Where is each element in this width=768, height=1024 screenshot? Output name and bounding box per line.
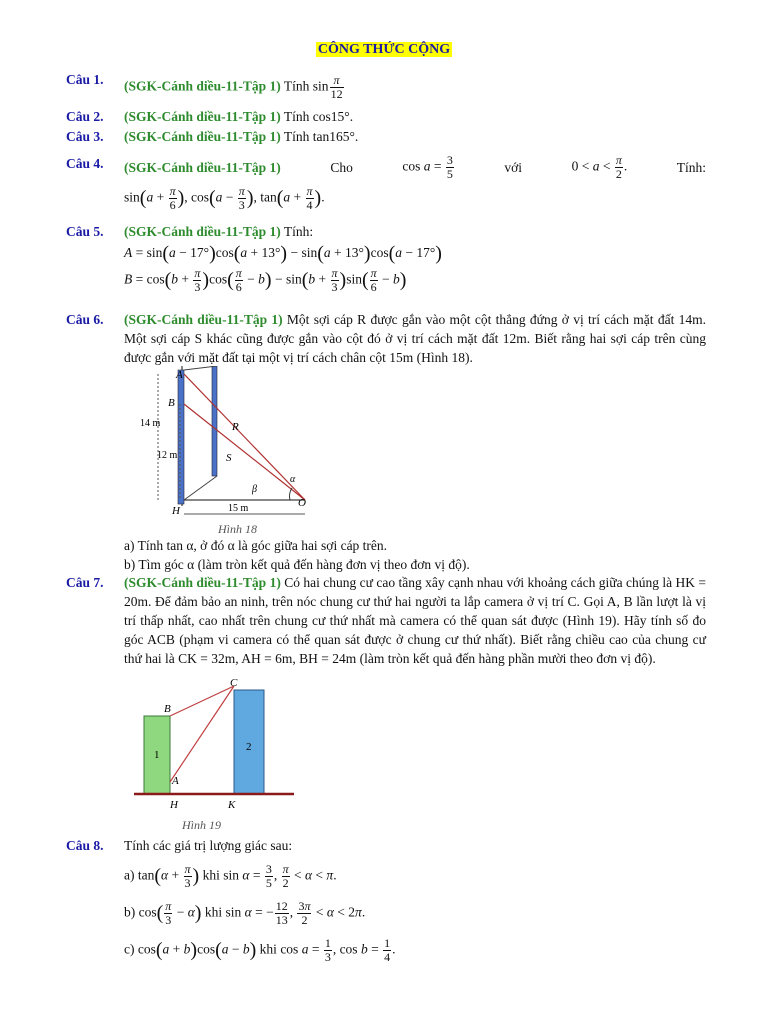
question-label: Câu 7. (66, 575, 104, 590)
question-text: Tính tan165°. (283, 129, 359, 144)
question-source: (SGK-Cánh diều-11-Tập 1) (124, 224, 281, 239)
label-beta: β (252, 484, 257, 495)
ground-perspective (184, 476, 217, 500)
question-source: (SGK-Cánh diều-11-Tập 1) (124, 312, 283, 327)
formula-range: 0 < a < $\frac{\pi}{2}$ . (571, 153, 628, 181)
figure-19-caption: Hình 19 (182, 818, 221, 832)
label-H: H (170, 799, 178, 811)
label-alpha: α (290, 474, 296, 485)
label-K: K (228, 799, 236, 811)
part-b-khi: khi (204, 904, 223, 920)
cable-S (184, 404, 305, 500)
question-label: Câu 8. (66, 838, 104, 853)
label-B: B (164, 703, 171, 715)
question-1 (66, 70, 706, 101)
question-text: Cho (330, 160, 353, 175)
label-R: R (232, 421, 239, 433)
formula-B: B = cos(b + $\frac{\pi}{3}$ )cos( $\frac{\pi}{6}$ − b) − sin(b + $\frac{\pi}{3}$ )sin( $\frac{\pi}{6}$ − b) (124, 266, 407, 295)
figure-18 (140, 366, 320, 538)
question-text: Một sợi cáp R được gắn vào một cột thẳng đứng ở vị trí cách mặt đất 14m. Một sợi cáp S khác cũng được gắn vào cột đó ở vị trí cách mặt đất 12m. Biết rằng hai sợi cáp trên cùng được gắn với mặt đất tại một vị trí cách chân cột 15m (Hình 18). (124, 312, 706, 365)
part-c-khi: khi (259, 941, 277, 957)
question-label: Câu 2. (66, 109, 104, 124)
question-text: Tính các giá trị lượng giác sau: (124, 838, 293, 853)
label-building-2: 2 (246, 741, 252, 753)
question-6 (66, 310, 706, 367)
cable-R (184, 374, 305, 500)
part-b: b) cos( $\frac{\pi}{3}$ − α) khi sin α = − $\frac{12}{13}$ , $\frac{3\pi}{2}$ < α < 2π. (124, 899, 366, 927)
question-end-text: Tính: (676, 160, 706, 175)
figure-19 (134, 676, 294, 816)
question-source: (SGK-Cánh diều-11-Tập 1) (124, 129, 281, 144)
question-4 (66, 154, 706, 212)
question-text: Tính: (283, 224, 314, 239)
formula-cos-a: cos a = $\frac{3}{5}$ (402, 153, 453, 181)
part-a-khi: khi (202, 867, 220, 883)
back-pole (212, 366, 217, 476)
label-O: O (298, 497, 306, 509)
label-A: A (176, 369, 183, 381)
label-15m: 15 m (228, 503, 249, 514)
pole (178, 370, 184, 504)
question-source: (SGK-Cánh diều-11-Tập 1) (124, 575, 281, 590)
question-2 (66, 107, 706, 126)
question-3 (66, 127, 706, 146)
question-source: (SGK-Cánh diều-11-Tập 1) (124, 109, 281, 124)
label-14m: 14 m (140, 418, 161, 429)
part-a: a) Tính tan α, ở đó α là góc giữa hai sợi cáp trên. (124, 538, 388, 553)
label-H: H (172, 505, 180, 517)
question-label: Câu 6. (66, 312, 104, 327)
question-5 (66, 222, 706, 294)
label-B: B (168, 397, 175, 409)
question-source: (SGK-Cánh diều-11-Tập 1) (124, 78, 281, 94)
question-text: Có hai chung cư cao tầng xây cạnh nhau với khoảng cách giữa chúng là HK = 20m. Để đảm bảo an ninh, trên nóc chung cư thứ hai người ta lắp camera ở vị trí C. Gọi A, B lần lượt là vị trí thấp nhất, cao nhất trên chung cư thứ nhất mà camera có thể quan sát được (Hình 19). Hãy tính số đo góc ACB (phạm vi camera có thể quan sát được ở chung cư thứ nhất). Biết rằng chiều cao của chung cư thứ hai là CK = 32m, AH = 6m, BH = 24m (làm tròn kết quả đến hàng phần mười theo đơn vị độ). (124, 575, 707, 666)
question-label: Câu 1. (66, 72, 104, 87)
question-mid-text: với (504, 160, 523, 175)
question-label: Câu 4. (66, 156, 104, 171)
question-7 (66, 573, 706, 668)
question-8 (66, 836, 706, 964)
part-a: a) tan(α + $\frac{\pi}{3}$ ) khi sin α = $\frac{3}{5}$ , $\frac{\pi}{2}$ < α < π. (124, 862, 337, 890)
figure-18-caption: Hình 18 (218, 522, 257, 536)
question-text: Tính cos15°. (283, 109, 354, 124)
label-S: S (226, 452, 232, 464)
label-A: A (172, 775, 179, 787)
label-C: C (230, 677, 238, 689)
page-title: CÔNG THỨC CỘNG (317, 42, 451, 57)
formula-line: sin(a + $\frac{\pi}{6}$ ), cos(a − $\frac{\pi}{3}$ ), tan(a + $\frac{\pi}{4}$ ). (124, 184, 325, 212)
title-wrap (0, 41, 768, 58)
part-c: c) cos(a + b)cos(a − b) khi cos a = $\frac{1}{3}$ , cos b = $\frac{1}{4}$ . (124, 936, 396, 964)
fraction: $\frac{\pi}{12}$ (330, 73, 343, 101)
part-b: b) Tìm góc α (làm tròn kết quả đến hàng đơn vị theo đơn vị độ). (124, 557, 470, 572)
question-source: (SGK-Cánh diều-11-Tập 1) (124, 160, 281, 175)
label-building-1: 1 (154, 749, 160, 761)
question-6-parts (66, 536, 706, 574)
label-12m: 12 m (157, 450, 178, 461)
question-label: Câu 5. (66, 224, 104, 239)
question-label: Câu 3. (66, 129, 104, 144)
formula-A: A = sin(a − 17°)cos(a + 13°) − sin(a + 13°)cos(a − 17°) (124, 242, 442, 265)
question-text: Tính sin (283, 78, 329, 94)
